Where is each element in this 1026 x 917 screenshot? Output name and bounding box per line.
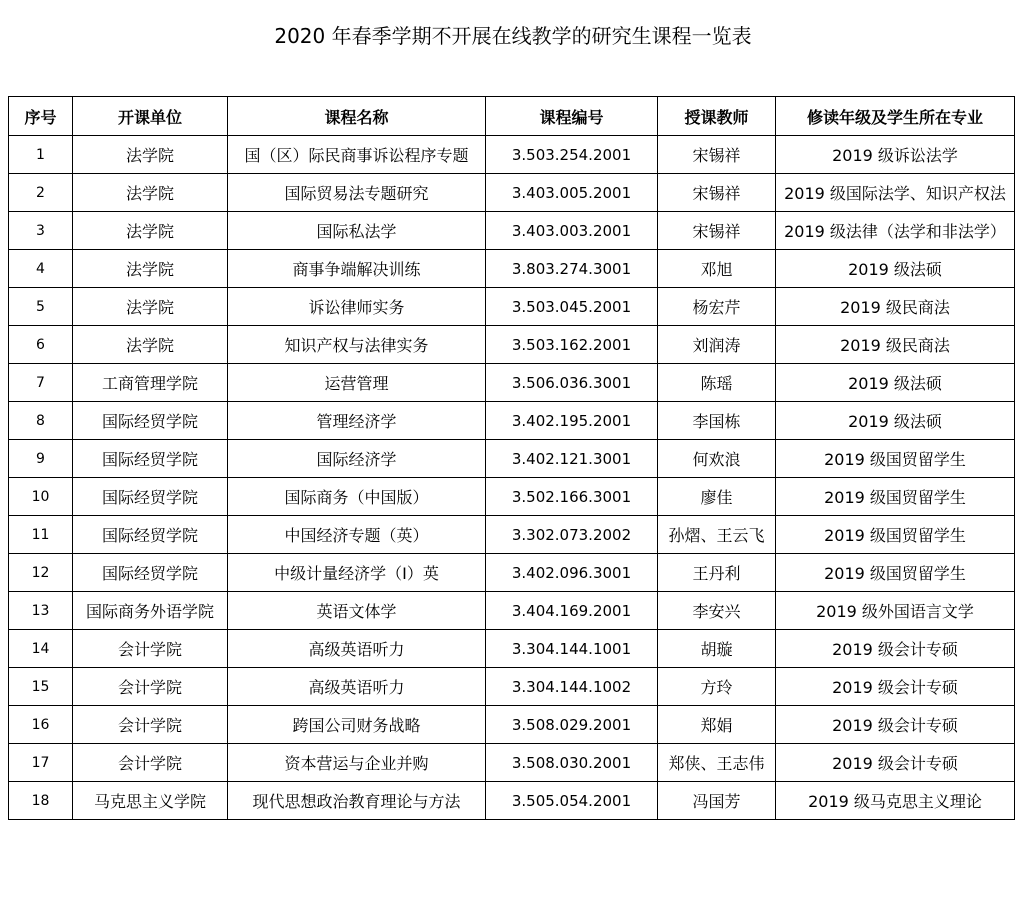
teacher-cell: 廖佳	[658, 478, 776, 516]
teacher-cell: 孙熠、王云飞	[658, 516, 776, 554]
grade-major-cell: 2019 级国贸留学生	[776, 554, 1015, 592]
course-name-cell: 管理经济学	[228, 402, 486, 440]
grade-major-cell: 2019 级诉讼法学	[776, 136, 1015, 174]
course-name-cell: 现代思想政治教育理论与方法	[228, 782, 486, 820]
table-row	[9, 250, 1015, 288]
table-row	[9, 592, 1015, 630]
table-row	[9, 706, 1015, 744]
course-code-cell: 3.502.166.3001	[486, 478, 658, 516]
teacher-cell: 宋锡祥	[658, 136, 776, 174]
course-code-cell: 3.402.195.2001	[486, 402, 658, 440]
row-index-cell: 13	[9, 592, 73, 630]
row-index-cell: 5	[9, 288, 73, 326]
teacher-cell: 王丹利	[658, 554, 776, 592]
row-index-cell: 11	[9, 516, 73, 554]
department-cell: 法学院	[73, 326, 228, 364]
teacher-cell: 陈瑶	[658, 364, 776, 402]
teacher-cell: 方玲	[658, 668, 776, 706]
course-code-cell: 3.404.169.2001	[486, 592, 658, 630]
grade-major-cell: 2019 级法硕	[776, 364, 1015, 402]
teacher-cell: 胡璇	[658, 630, 776, 668]
department-cell: 国际经贸学院	[73, 402, 228, 440]
department-cell: 国际经贸学院	[73, 554, 228, 592]
table-row	[9, 554, 1015, 592]
row-index-cell: 18	[9, 782, 73, 820]
course-code-cell: 3.304.144.1002	[486, 668, 658, 706]
course-name-cell: 国际商务（中国版）	[228, 478, 486, 516]
grade-major-cell: 2019 级国贸留学生	[776, 440, 1015, 478]
table-row	[9, 136, 1015, 174]
table-row	[9, 516, 1015, 554]
course-name-cell: 中国经济专题（英）	[228, 516, 486, 554]
grade-major-cell: 2019 级法律（法学和非法学）	[776, 212, 1015, 250]
department-cell: 会计学院	[73, 630, 228, 668]
row-index-cell: 2	[9, 174, 73, 212]
table-row	[9, 288, 1015, 326]
row-index-cell: 15	[9, 668, 73, 706]
course-name-cell: 运营管理	[228, 364, 486, 402]
row-index-cell: 1	[9, 136, 73, 174]
row-index-cell: 6	[9, 326, 73, 364]
page-title: 2020 年春季学期不开展在线教学的研究生课程一览表	[274, 24, 752, 48]
row-index-cell: 16	[9, 706, 73, 744]
department-cell: 国际经贸学院	[73, 478, 228, 516]
course-name-cell: 英语文体学	[228, 592, 486, 630]
table-row	[9, 478, 1015, 516]
department-cell: 法学院	[73, 174, 228, 212]
course-code-cell: 3.803.274.3001	[486, 250, 658, 288]
course-name-cell: 跨国公司财务战略	[228, 706, 486, 744]
grade-major-cell: 2019 级会计专硕	[776, 630, 1015, 668]
grade-major-cell: 2019 级国贸留学生	[776, 516, 1015, 554]
course-name-cell: 资本营运与企业并购	[228, 744, 486, 782]
grade-major-cell: 2019 级法硕	[776, 402, 1015, 440]
course-code-cell: 3.503.162.2001	[486, 326, 658, 364]
table-row	[9, 440, 1015, 478]
header-department: 开课单位	[73, 97, 228, 136]
grade-major-cell: 2019 级马克思主义理论	[776, 782, 1015, 820]
course-code-cell: 3.403.005.2001	[486, 174, 658, 212]
teacher-cell: 郑娟	[658, 706, 776, 744]
course-name-cell: 中级计量经济学（I）英	[228, 554, 486, 592]
teacher-cell: 杨宏芹	[658, 288, 776, 326]
course-name-cell: 高级英语听力	[228, 630, 486, 668]
table-row	[9, 174, 1015, 212]
table-row	[9, 364, 1015, 402]
grade-major-cell: 2019 级国贸留学生	[776, 478, 1015, 516]
course-name-cell: 知识产权与法律实务	[228, 326, 486, 364]
table-row	[9, 326, 1015, 364]
grade-major-cell: 2019 级会计专硕	[776, 706, 1015, 744]
teacher-cell: 李国栋	[658, 402, 776, 440]
department-cell: 法学院	[73, 250, 228, 288]
grade-major-cell: 2019 级外国语言文学	[776, 592, 1015, 630]
row-index-cell: 17	[9, 744, 73, 782]
teacher-cell: 冯国芳	[658, 782, 776, 820]
course-name-cell: 国际私法学	[228, 212, 486, 250]
grade-major-cell: 2019 级国际法学、知识产权法	[776, 174, 1015, 212]
row-index-cell: 14	[9, 630, 73, 668]
course-code-cell: 3.402.096.3001	[486, 554, 658, 592]
department-cell: 法学院	[73, 212, 228, 250]
course-name-cell: 诉讼律师实务	[228, 288, 486, 326]
header-grade-major: 修读年级及学生所在专业	[776, 97, 1015, 136]
header-course-name: 课程名称	[228, 97, 486, 136]
course-code-cell: 3.505.054.2001	[486, 782, 658, 820]
course-code-cell: 3.508.029.2001	[486, 706, 658, 744]
department-cell: 会计学院	[73, 668, 228, 706]
department-cell: 会计学院	[73, 706, 228, 744]
teacher-cell: 宋锡祥	[658, 174, 776, 212]
course-code-cell: 3.508.030.2001	[486, 744, 658, 782]
table-body	[9, 136, 1015, 820]
teacher-cell: 宋锡祥	[658, 212, 776, 250]
row-index-cell: 7	[9, 364, 73, 402]
grade-major-cell: 2019 级民商法	[776, 288, 1015, 326]
teacher-cell: 刘润涛	[658, 326, 776, 364]
teacher-cell: 郑侠、王志伟	[658, 744, 776, 782]
course-code-cell: 3.503.045.2001	[486, 288, 658, 326]
course-code-cell: 3.302.073.2002	[486, 516, 658, 554]
header-index: 序号	[9, 97, 73, 136]
row-index-cell: 9	[9, 440, 73, 478]
row-index-cell: 12	[9, 554, 73, 592]
row-index-cell: 10	[9, 478, 73, 516]
course-code-cell: 3.506.036.3001	[486, 364, 658, 402]
header-course-code: 课程编号	[486, 97, 658, 136]
table-row	[9, 744, 1015, 782]
course-name-cell: 国际贸易法专题研究	[228, 174, 486, 212]
course-code-cell: 3.304.144.1001	[486, 630, 658, 668]
course-name-cell: 商事争端解决训练	[228, 250, 486, 288]
department-cell: 马克思主义学院	[73, 782, 228, 820]
table-header-row	[9, 97, 1015, 136]
table-row	[9, 630, 1015, 668]
department-cell: 法学院	[73, 288, 228, 326]
course-name-cell: 国际经济学	[228, 440, 486, 478]
course-code-cell: 3.403.003.2001	[486, 212, 658, 250]
teacher-cell: 邓旭	[658, 250, 776, 288]
table-row	[9, 668, 1015, 706]
grade-major-cell: 2019 级会计专硕	[776, 668, 1015, 706]
department-cell: 国际经贸学院	[73, 516, 228, 554]
row-index-cell: 4	[9, 250, 73, 288]
table-row	[9, 782, 1015, 820]
header-teacher: 授课教师	[658, 97, 776, 136]
table-row	[9, 212, 1015, 250]
row-index-cell: 3	[9, 212, 73, 250]
course-table	[8, 96, 1015, 820]
teacher-cell: 李安兴	[658, 592, 776, 630]
row-index-cell: 8	[9, 402, 73, 440]
department-cell: 法学院	[73, 136, 228, 174]
table-row	[9, 402, 1015, 440]
grade-major-cell: 2019 级民商法	[776, 326, 1015, 364]
course-code-cell: 3.402.121.3001	[486, 440, 658, 478]
course-name-cell: 国（区）际民商事诉讼程序专题	[228, 136, 486, 174]
course-code-cell: 3.503.254.2001	[486, 136, 658, 174]
grade-major-cell: 2019 级法硕	[776, 250, 1015, 288]
grade-major-cell: 2019 级会计专硕	[776, 744, 1015, 782]
department-cell: 会计学院	[73, 744, 228, 782]
course-name-cell: 高级英语听力	[228, 668, 486, 706]
department-cell: 国际商务外语学院	[73, 592, 228, 630]
department-cell: 国际经贸学院	[73, 440, 228, 478]
department-cell: 工商管理学院	[73, 364, 228, 402]
teacher-cell: 何欢浪	[658, 440, 776, 478]
